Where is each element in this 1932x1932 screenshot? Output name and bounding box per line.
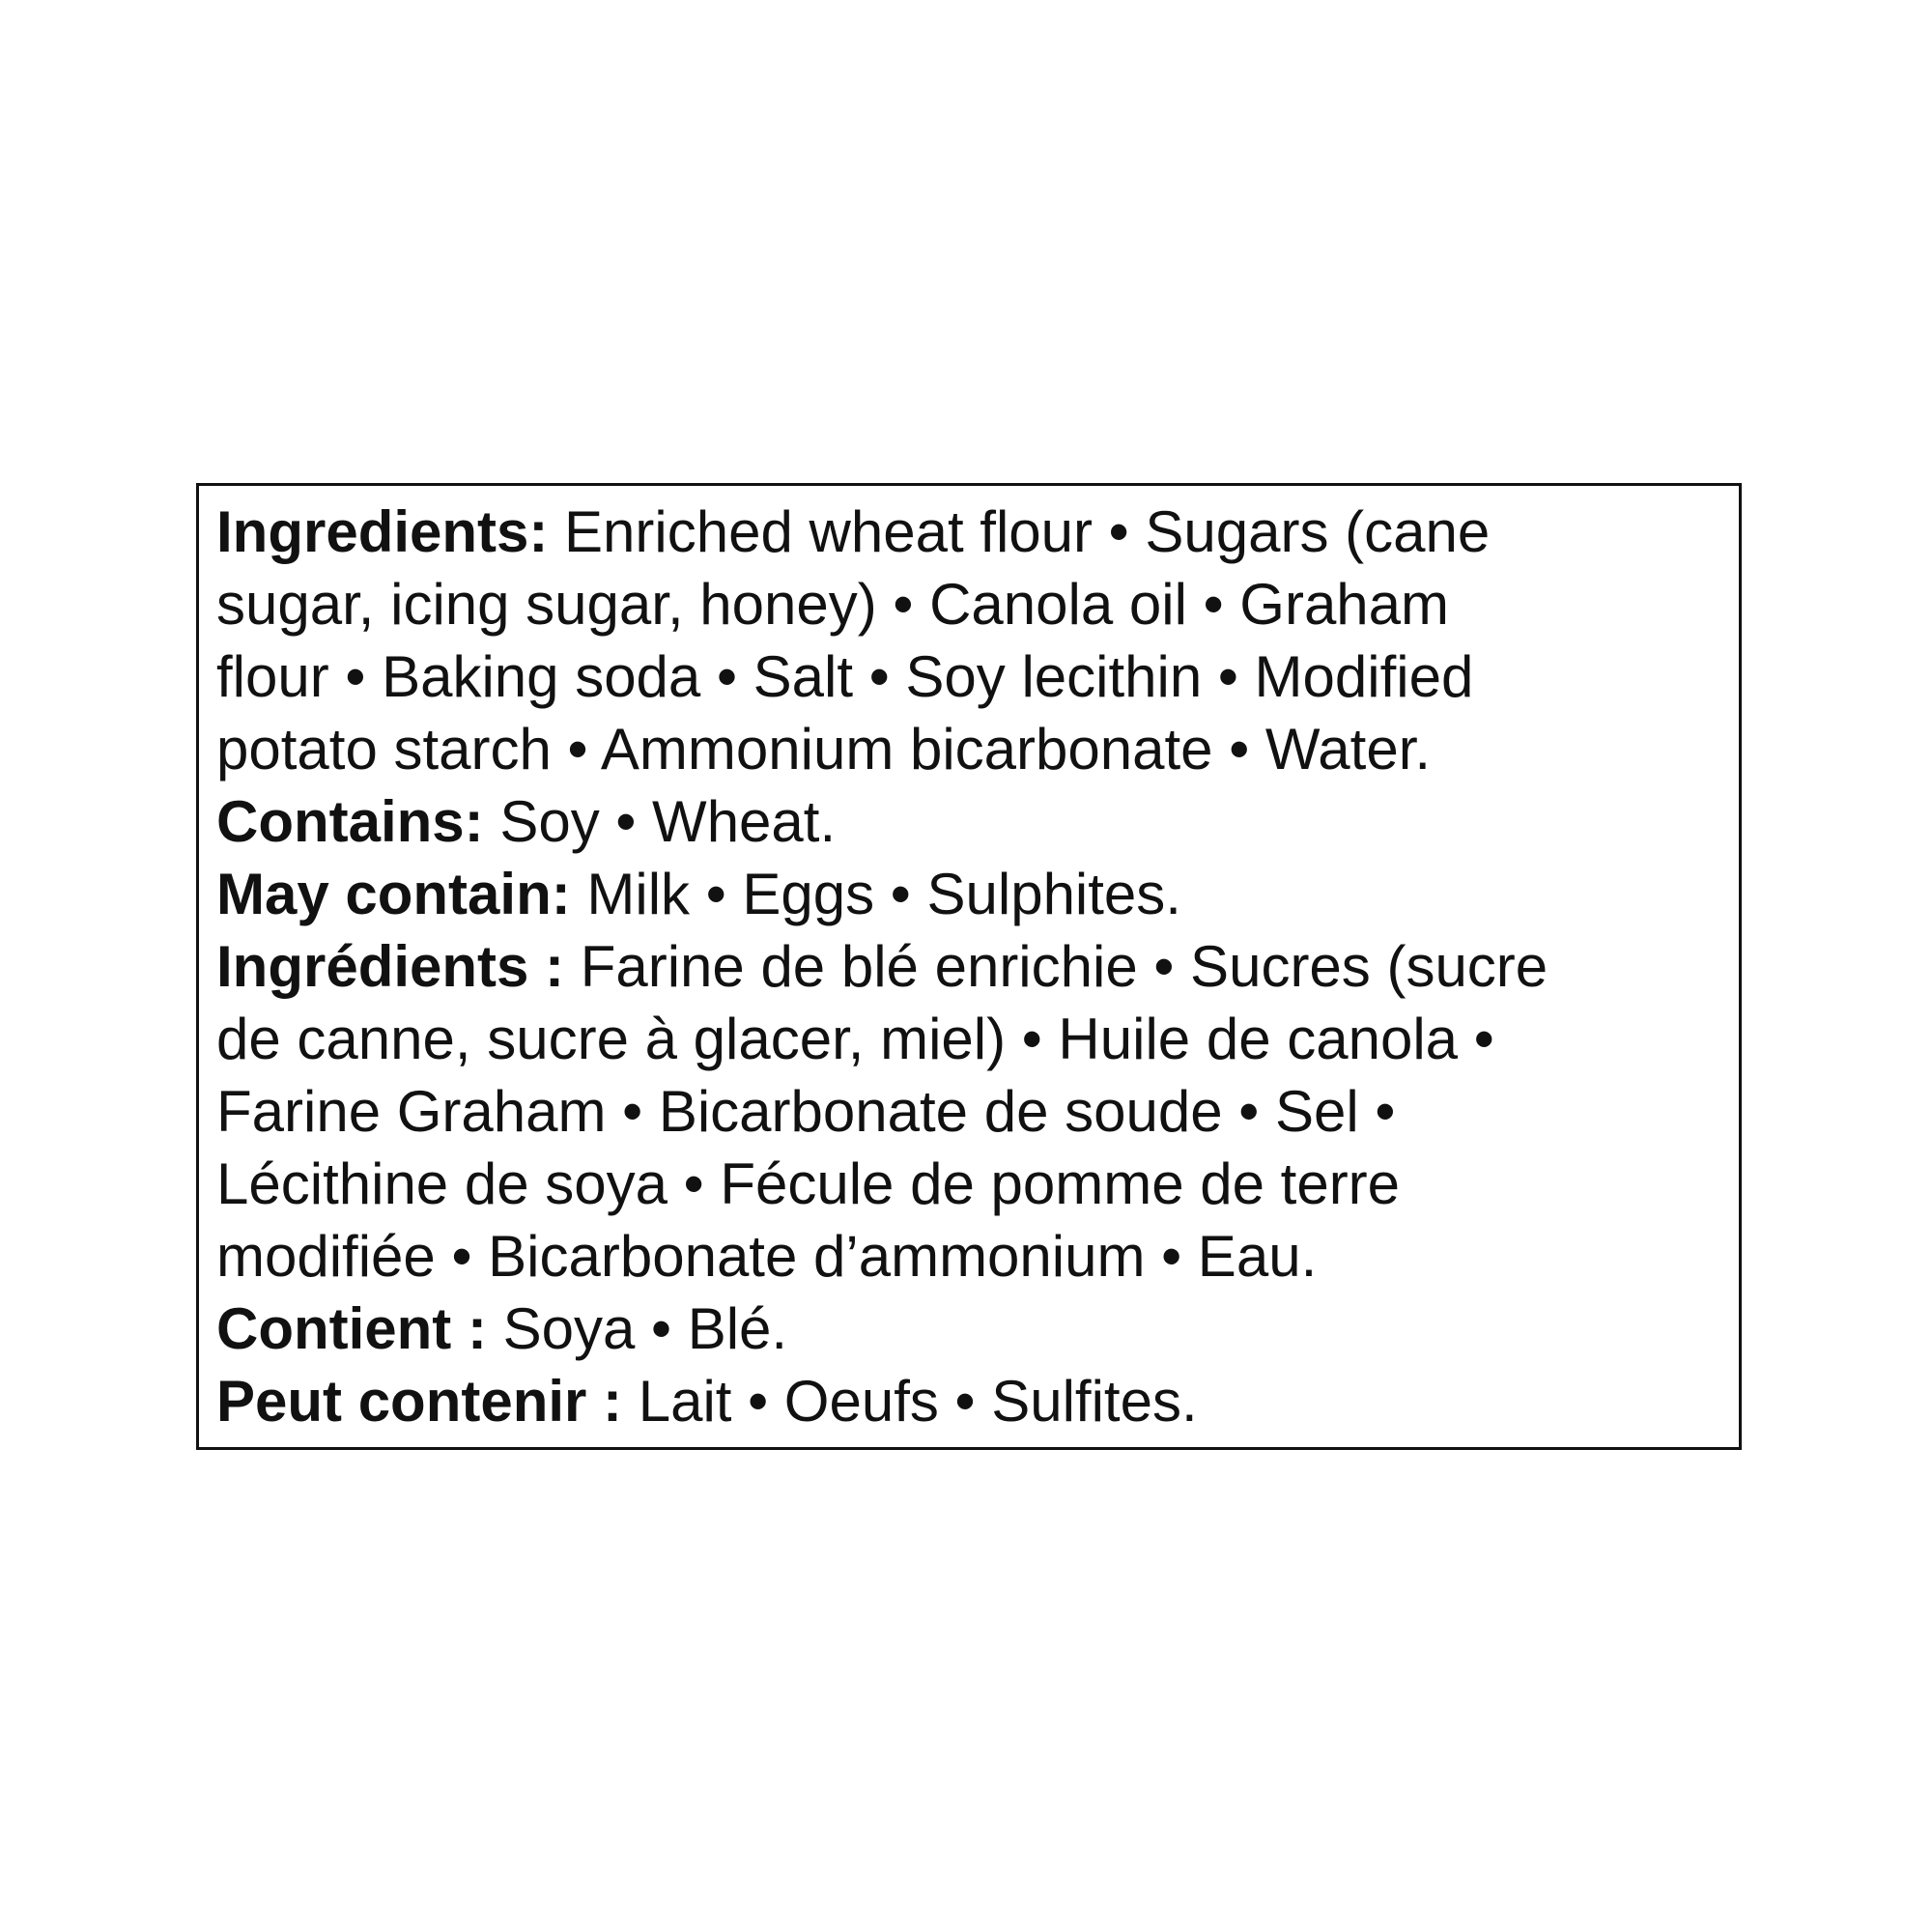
may-contain-heading-en: May contain: bbox=[216, 862, 571, 926]
line-text: Enriched wheat flour • Sugars (cane bbox=[548, 499, 1491, 564]
label-line bbox=[216, 713, 1431, 785]
ingredients-heading-fr: Ingrédients : bbox=[216, 934, 565, 999]
line-text: Soy • Wheat. bbox=[483, 789, 837, 854]
label-line bbox=[216, 1293, 787, 1365]
line-text: Farine de blé enrichie • Sucres (sucre bbox=[564, 934, 1548, 999]
label-line bbox=[216, 1075, 1395, 1148]
ingredients-heading-en: Ingredients: bbox=[216, 499, 549, 564]
label-line bbox=[216, 785, 836, 858]
label-line bbox=[216, 1365, 1198, 1437]
line-text: potato starch • Ammonium bicarbonate • Water. bbox=[216, 717, 1432, 781]
label-line bbox=[216, 568, 1449, 640]
line-text: sugar, icing sugar, honey) • Canola oil • Graham bbox=[216, 572, 1450, 637]
label-line bbox=[216, 640, 1473, 713]
label-line bbox=[216, 1148, 1400, 1220]
contains-heading-en: Contains: bbox=[216, 789, 484, 854]
label-line bbox=[216, 858, 1181, 930]
label-line bbox=[216, 930, 1548, 1003]
may-contain-heading-fr: Peut contenir : bbox=[216, 1369, 623, 1434]
line-text: de canne, sucre à glacer, miel) • Huile de canola • bbox=[216, 1007, 1494, 1071]
line-text: flour • Baking soda • Salt • Soy lecithin • Modified bbox=[216, 644, 1474, 709]
line-text: Milk • Eggs • Sulphites. bbox=[570, 862, 1181, 926]
label-line bbox=[216, 1003, 1494, 1075]
line-text: Farine Graham • Bicarbonate de soude • Sel • bbox=[216, 1079, 1396, 1144]
line-text: modifiée • Bicarbonate d’ammonium • Eau. bbox=[216, 1224, 1318, 1289]
label-line bbox=[216, 496, 1490, 568]
line-text: Lait • Oeufs • Sulfites. bbox=[622, 1369, 1198, 1434]
label-line bbox=[216, 1220, 1317, 1293]
line-text: Soya • Blé. bbox=[486, 1296, 788, 1361]
contains-heading-fr: Contient : bbox=[216, 1296, 487, 1361]
line-text: Lécithine de soya • Fécule de pomme de terre bbox=[216, 1151, 1401, 1216]
